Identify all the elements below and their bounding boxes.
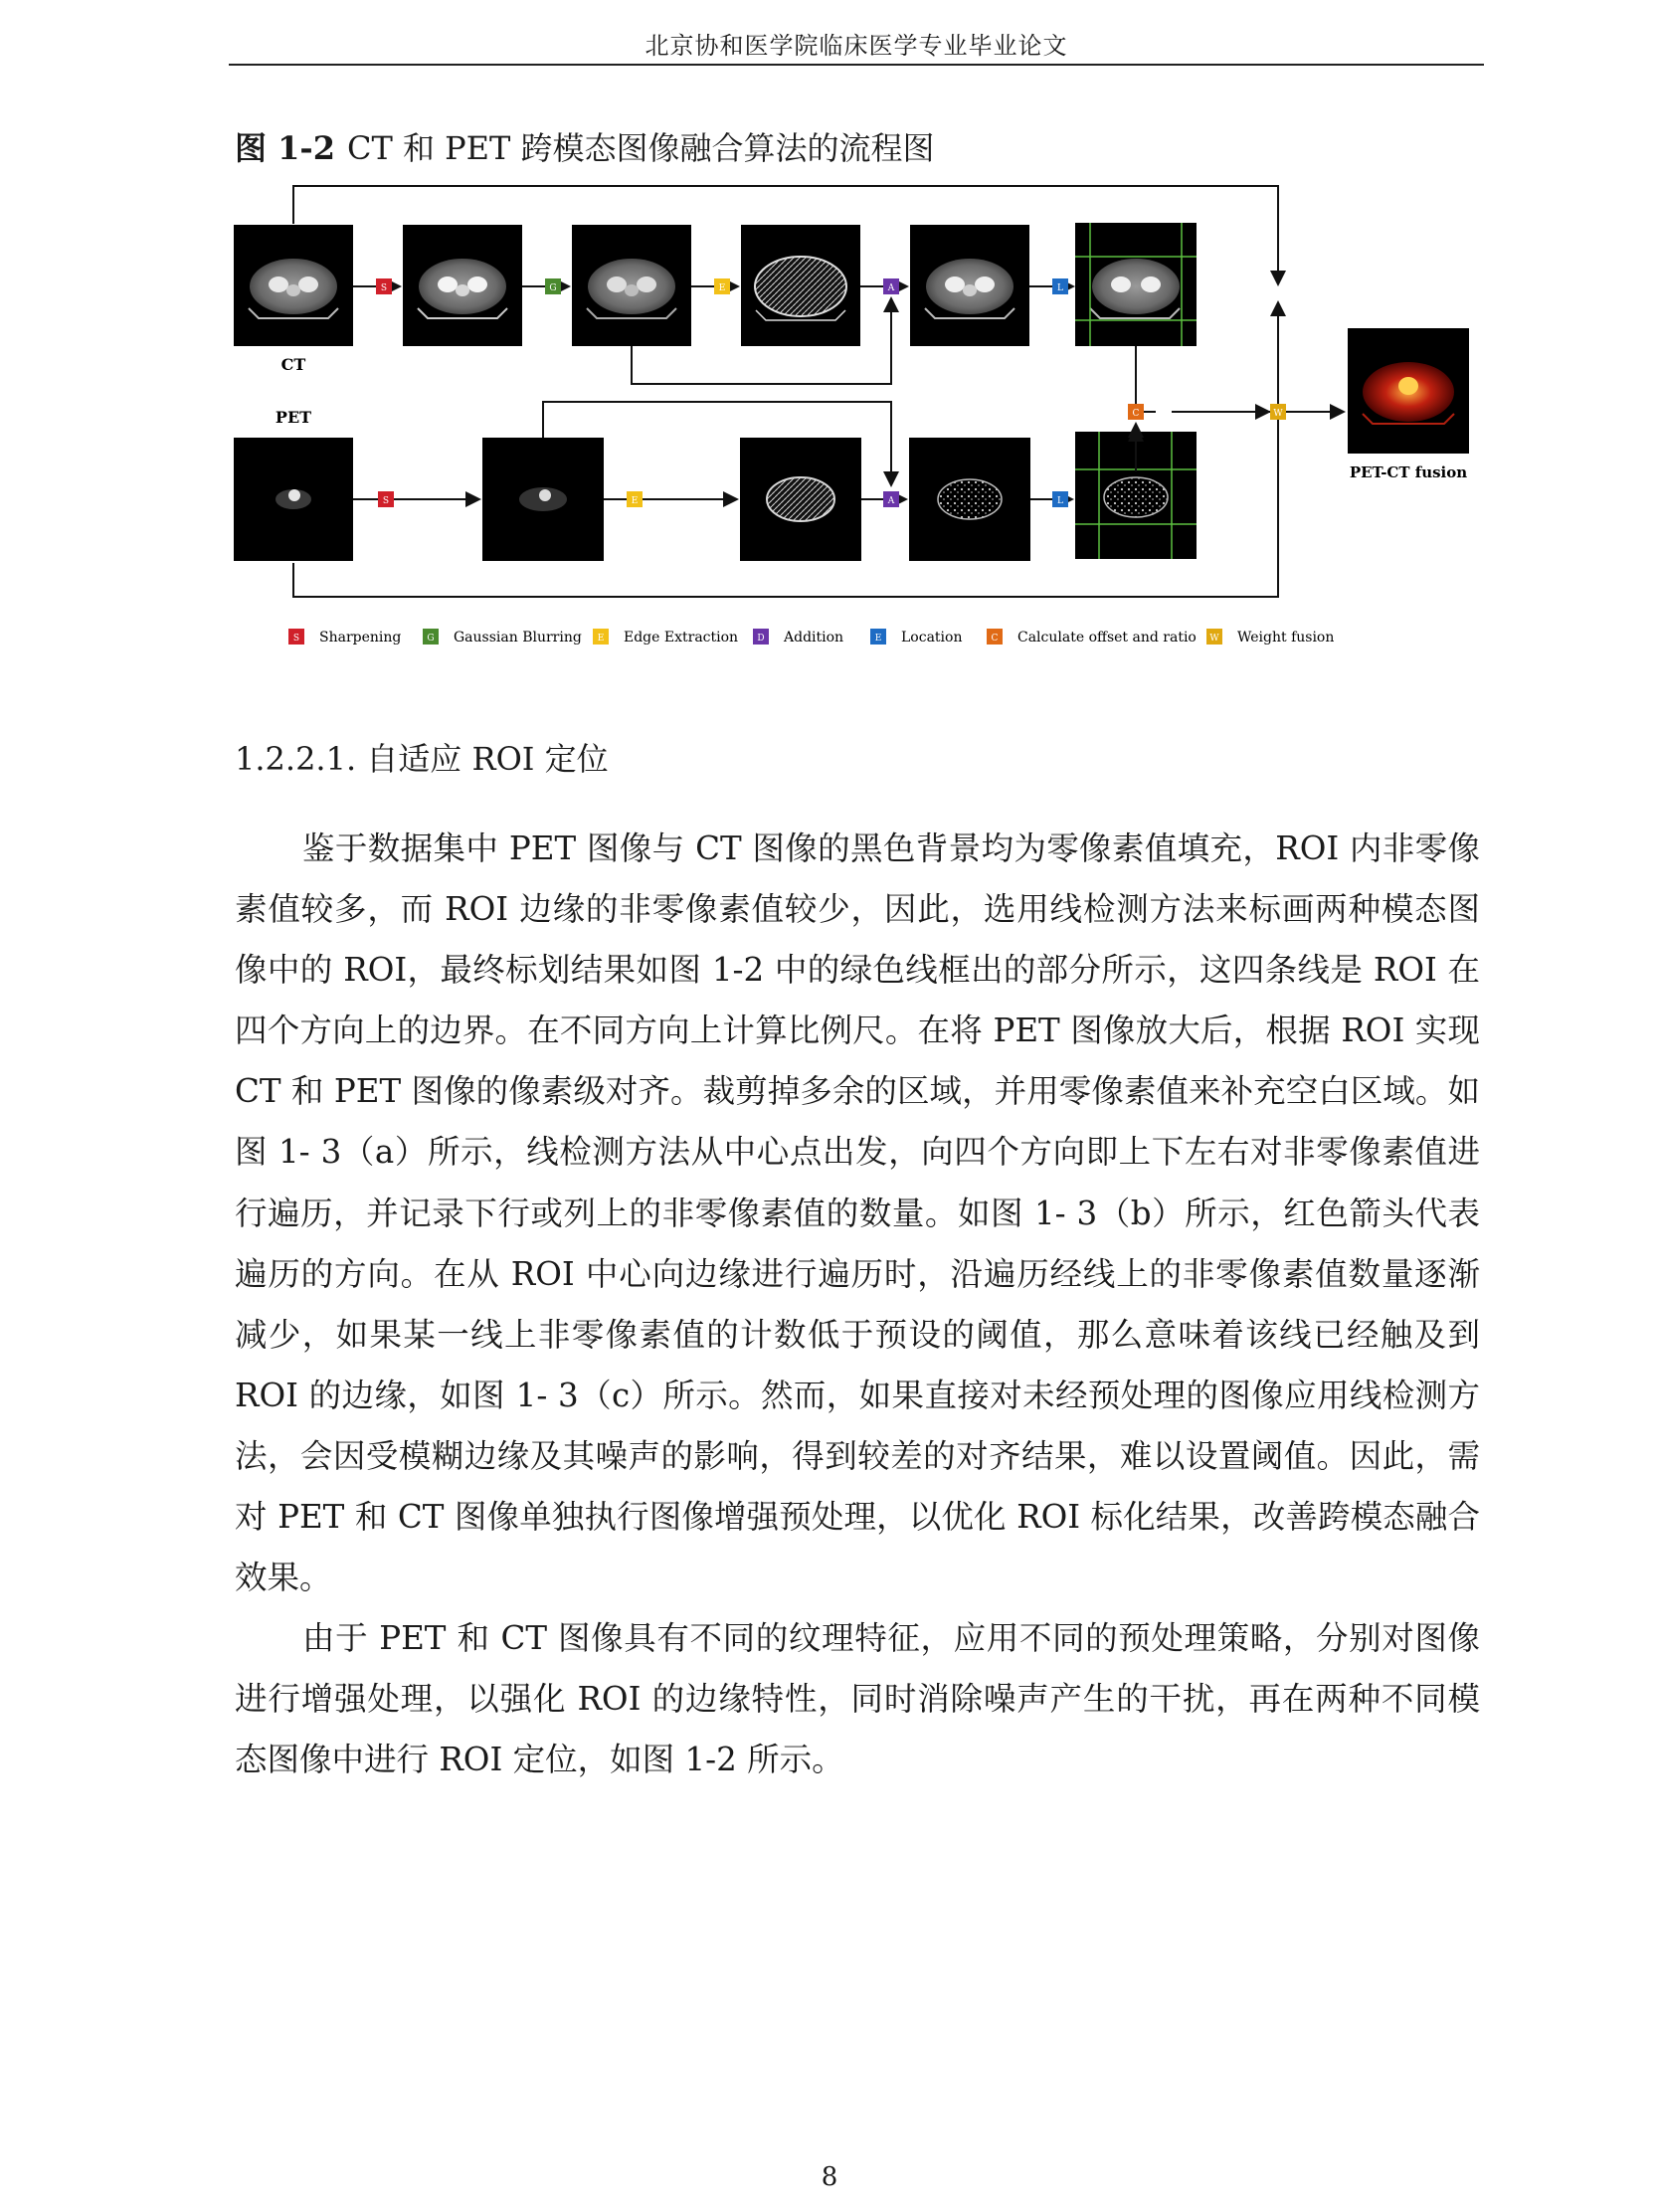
svg-text:D: D (757, 634, 765, 644)
svg-text:S: S (380, 283, 388, 293)
figure-title: CT 和 PET 跨模态图像融合算法的流程图 (346, 129, 935, 167)
op-box-weight-fusion (1270, 404, 1286, 420)
svg-text:E: E (631, 496, 639, 506)
figure-caption (235, 123, 935, 169)
ct-sharpened-image (403, 225, 522, 346)
ct-location-image (1075, 223, 1197, 346)
svg-text:W: W (1273, 409, 1283, 419)
legend-item-gaussian-blurring (423, 629, 582, 645)
svg-text:S: S (382, 496, 390, 506)
op-box-calculate (1128, 404, 1144, 420)
svg-text:C: C (991, 634, 999, 644)
op-box-location-pet (1052, 491, 1068, 507)
pet-edge-image (740, 438, 861, 561)
svg-text:L: L (1057, 283, 1063, 293)
svg-text:S: S (292, 634, 300, 644)
op-box-addition-pet (883, 491, 899, 507)
svg-text:C: C (1132, 409, 1140, 419)
op-box-blur-ct (545, 278, 561, 294)
page-number: 8 (821, 2162, 838, 2192)
pet-ct-fusion-image (1348, 328, 1469, 454)
svg-text:G: G (549, 283, 557, 293)
legend-item-weight-fusion (1206, 629, 1334, 645)
legend-item-location (870, 629, 962, 645)
running-header: 北京协和医学院临床医学专业毕业论文 (645, 32, 1068, 60)
svg-text:Weight fusion: Weight fusion (1237, 630, 1335, 645)
svg-text:E: E (597, 634, 605, 644)
section-heading: 1.2.2.1. 自适应 ROI 定位 (235, 740, 609, 778)
pet-addition-image (909, 438, 1030, 561)
figure-number: 图 1-2 (235, 129, 335, 167)
svg-text:G: G (427, 634, 435, 644)
ct-edge-image (741, 225, 860, 346)
svg-text:L: L (1057, 496, 1063, 506)
svg-text:Calculate offset and ratio: Calculate offset and ratio (1017, 630, 1197, 645)
svg-text:E: E (874, 634, 882, 644)
ct-blurred-image (572, 225, 691, 346)
body-text (235, 819, 1480, 1791)
legend (288, 629, 1334, 645)
svg-text:Gaussian Blurring: Gaussian Blurring (454, 630, 582, 645)
svg-text:Location: Location (901, 630, 963, 645)
svg-text:A: A (887, 283, 895, 293)
op-box-sharpen-ct (376, 278, 392, 294)
op-box-location-ct (1052, 278, 1068, 294)
svg-text:Edge Extraction: Edge Extraction (624, 630, 739, 645)
fusion-label: PET-CT fusion (1349, 463, 1468, 481)
op-box-edge-ct (714, 278, 730, 294)
svg-text:A: A (887, 496, 895, 506)
svg-text:Sharpening: Sharpening (319, 630, 402, 645)
legend-item-edge-extraction (593, 629, 738, 645)
header-rule (229, 64, 1484, 66)
ct-addition-image (910, 225, 1029, 346)
legend-item-sharpening (288, 629, 401, 645)
legend-item-addition (753, 629, 843, 645)
svg-text:E: E (718, 283, 726, 293)
ct-original-image (234, 225, 353, 346)
paragraph: 鉴于数据集中 PET 图像与 CT 图像的黑色背景均为零像素值填充，ROI 内非零像素值较多，而 ROI 边缘的非零像素值较少，因此，选用线检测方法来标画两种模态图像中的 ROI，最终标划结果如图 1-2 中的绿色线框出的部分所示，这四条线是 ROI 在四个方向上的边界。在不同方向上计算比例尺。在将 PET 图像放大后，根据 ROI 实现 CT 和 PET 图像的像素级对齐。裁剪掉多余的区域，并用零像素值来补充空白区域。如图 1- 3（a）所示，线检测方法从中心点出发，向四个方向即上下左右对非零像素值进行遍历，并记录下行或列上的非零像素值的数量。如图 1- 3（b）所示，红色箭头代表遍历的方向。在从 ROI 中心向边缘进行遍历时，沿遍历经线上的非零像素值数量逐渐减少，如果某一线上非零像素值的计数低于预设的阈值，那么意味着该线已经触及到 ROI 的边缘，如图 1- 3（c）所示。然而，如果直接对未经预处理的图像应用线检测方法，会因受模糊边缘及其噪声的影响，得到较差的对齐结果，难以设置阈值。因此，需对 PET 和 CT 图像单独执行图像增强预处理，以优化 ROI 标化结果，改善跨模态融合效果。 (235, 830, 1480, 1597)
pet-sharpened-image (482, 438, 604, 561)
op-box-sharpen-pet (378, 491, 394, 507)
pet-original-image (234, 438, 353, 561)
paragraph: 由于 PET 和 CT 图像具有不同的纹理特征，应用不同的预处理策略，分别对图像进行增强处理，以强化 ROI 的边缘特性，同时消除噪声产生的干扰，再在两种不同模态图像中进行 ROI 定位，如图 1-2 所示。 (235, 1619, 1480, 1779)
flowchart-figure (229, 181, 1484, 658)
svg-text:W: W (1209, 634, 1219, 644)
op-box-edge-pet (627, 491, 643, 507)
pet-label: PET (275, 408, 312, 427)
svg-text:Addition: Addition (784, 630, 844, 645)
legend-item-calculate-offset (987, 629, 1197, 645)
ct-label: CT (280, 355, 306, 374)
op-box-addition-ct (883, 278, 899, 294)
